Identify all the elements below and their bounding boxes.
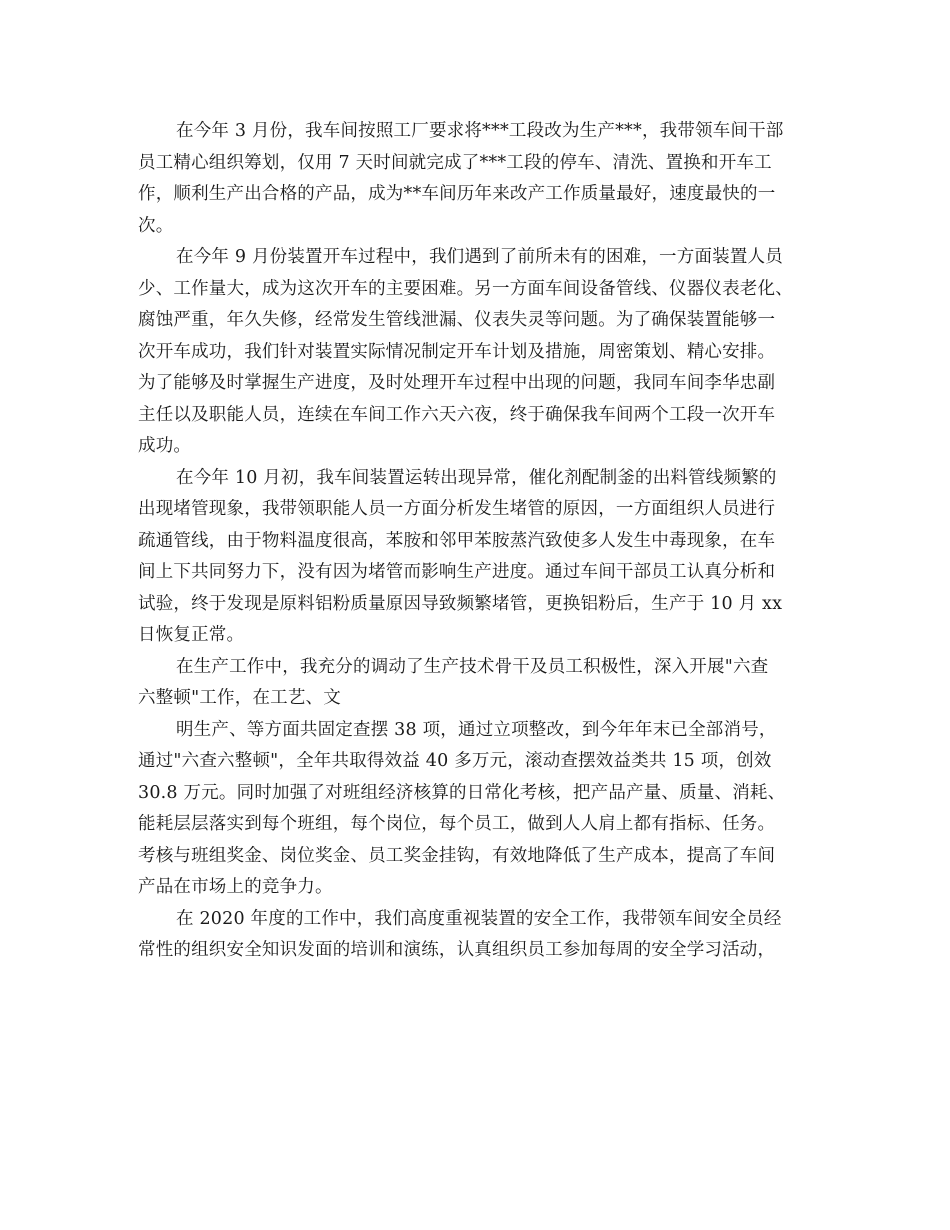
text-line: 通过"六查六整顿"，全年共取得效益 40 多万元，滚动查摆效益类共 15 项，创效 bbox=[138, 751, 772, 771]
text-line: 少、工作量大，成为这次开车的主要困难。另一方面车间设备管线、仪器仪表老化、 bbox=[138, 278, 793, 299]
text-line: 次。 bbox=[138, 215, 174, 236]
text-line: 间上下共同努力下，没有因为堵管而影响生产进度。通过车间干部员工认真分析和 bbox=[138, 562, 776, 582]
text-line: 腐蚀严重，年久失修，经常发生管线泄漏、仪表失灵等问题。为了确保装置能够一 bbox=[138, 310, 776, 330]
text-line: 在今年 9 月份装置开车过程中，我们遇到了前所未有的困难，一方面装置人员 bbox=[176, 247, 783, 267]
text-line: 疏通管线，由于物料温度很高，苯胺和邻甲苯胺蒸汽致使多人发生中毒现象，在车 bbox=[138, 530, 776, 551]
text-line: 产品在市场上的竞争力。 bbox=[138, 877, 333, 897]
document-body bbox=[138, 116, 838, 967]
text-line: 在 2020 年度的工作中，我们高度重视装置的安全工作，我带领车间安全员经 bbox=[176, 908, 782, 929]
text-line: 考核与班组奖金、岗位奖金、员工奖金挂钩，有效地降低了生产成本，提高了车间 bbox=[138, 845, 776, 866]
text-line: 出现堵管现象，我带领职能人员一方面分析发生堵管的原因，一方面组织人员进行 bbox=[138, 499, 776, 519]
text-line: 为了能够及时掌握生产进度，及时处理开车过程中出现的问题，我同车间李华忠副 bbox=[138, 373, 776, 393]
text-line: 作，顺利生产出合格的产品，成为**车间历年来改产工作质量最好，速度最快的一 bbox=[138, 184, 776, 204]
text-line: 明生产、等方面共固定查摆 38 项，通过立项整改，到今年年末已全部消号， bbox=[176, 719, 777, 740]
text-line: 在今年 3 月份，我车间按照工厂要求将***工段改为生产***，我带领车间干部 bbox=[176, 121, 784, 141]
text-line: 成功。 bbox=[138, 436, 192, 456]
text-line: 次开车成功，我们针对装置实际情况制定开车计划及措施，周密策划、精心安排。 bbox=[138, 341, 776, 362]
text-line: 员工精心组织筹划，仅用 7 天时间就完成了***工段的停车、清洗、置换和开车工 bbox=[138, 152, 772, 173]
text-line: 六整顿"工作，在工艺、文 bbox=[138, 688, 341, 708]
text-line: 30.8 万元。同时加强了对班组经济核算的日常化考核，把产品产量、质量、消耗、 bbox=[138, 782, 786, 803]
text-line: 主任以及职能人员，连续在车间工作六天六夜，终于确保我车间两个工段一次开车 bbox=[138, 404, 776, 425]
text-line: 在生产工作中，我充分的调动了生产技术骨干及员工积极性，深入开展"六查 bbox=[176, 656, 769, 677]
text-line: 在今年 10 月初，我车间装置运转出现异常，催化剂配制釜的出料管线频繁的 bbox=[176, 467, 777, 488]
text-line: 试验，终于发现是原料铝粉质量原因导致频繁堵管，更换铝粉后，生产于 10 月 xx bbox=[138, 593, 783, 614]
text-line: 常性的组织安全知识发面的培训和演练，认真组织员工参加每周的安全学习活动， bbox=[138, 940, 776, 960]
text-line: 日恢复正常。 bbox=[138, 625, 245, 645]
text-line: 能耗层层落实到每个班组，每个岗位，每个员工，做到人人肩上都有指标、任务。 bbox=[138, 814, 776, 834]
